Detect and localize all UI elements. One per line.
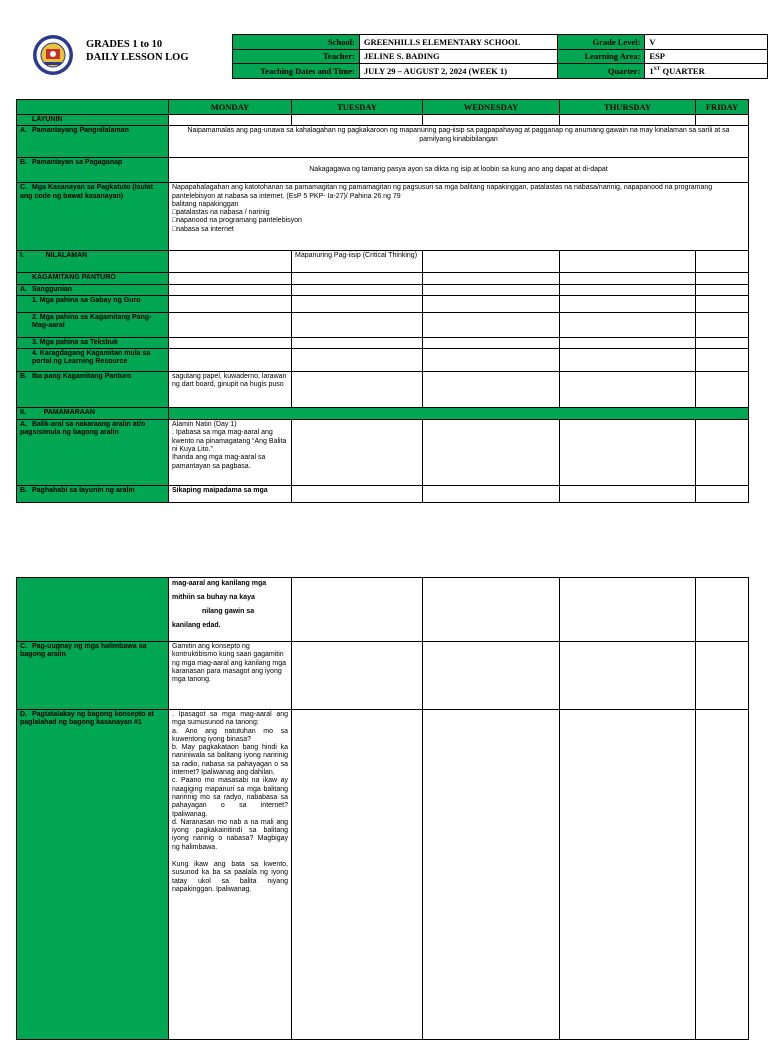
kasanayan-line-4: □napanood na programang pantelebisyon <box>172 217 302 225</box>
pamamaraan-heading-row <box>17 408 749 420</box>
learning-area-value: ESP <box>645 49 768 64</box>
paghahabi-cont-line-2: mithiin sa buhay na kaya <box>172 594 255 601</box>
pamantayan-sa-pagaganap-label: B. Pamantayan sa Pagaganap <box>17 158 169 183</box>
pagtatalakay-question-c: c. Paano mo masasabi na ikaw ay naagiging mapanuri sa mga balitang naririnig mo sa radyo, nababasa sa pahayagan o sa internet? Ipaliwanag. <box>172 777 288 818</box>
paghahabi-cont-line-1: mag-aaral ang kanilang mga <box>172 580 267 587</box>
layunin-heading: LAYUNIN <box>17 115 169 126</box>
lesson-log-table-page1 <box>16 99 749 503</box>
gabay-ng-guro-label: 1. Mga pahina sa Gabay ng Guro <box>17 295 169 312</box>
log-title <box>86 38 189 64</box>
balik-aral-line-2: . Ipabasa sa mga mag-aaral ang kwento na pinamagatang “Ang Balita ni Kuya Lito.” <box>172 429 287 454</box>
pagtatalakay-question-d: d. Naranasan mo nab a na mali ang iyong pagkakainitindi sa balitang iyong narinig o nabasa? Magbigay ng halimbawa. <box>172 818 288 851</box>
balik-aral-monday <box>169 420 292 486</box>
kasanayan-line-2: balitang napakinggan <box>172 200 239 208</box>
paghahabi-monday: Sikaping maipadama sa mga <box>169 486 292 503</box>
pagtatalakay-question-b: b. May pagkakataon bang hindi ka naniniwala sa balitang iyong naririnig sa radio, nabasa sa pahayagan o sa internet? Ipaliwanag ang dahilan. <box>172 744 288 777</box>
pag-uugnay-label: C. Pag-uugnay ng mga halimbawa sa bagong aralin <box>17 642 169 710</box>
pag-uugnay-monday: Gamitin ang konsepto ng kontruktibismo kung saan gagamitin ng mga mag-aaral ang kanilang mga karanasan para masagot ang iyong mga tanong. <box>169 642 292 710</box>
quarter-label: Quarter: <box>557 64 645 79</box>
quarter-number: 1 <box>649 65 654 76</box>
kagamitan-heading: KAGAMITANG PANTURO <box>17 273 169 284</box>
balik-aral-line-3: Ihanda ang mga mag-aaral sa pamantayan sa pagbasa. <box>172 454 266 470</box>
deped-seal-logo <box>32 34 74 76</box>
dates-value: JULY 29 – AUGUST 2, 2024 (WEEK 1) <box>359 64 557 79</box>
school-value: GREENHILLS ELEMENTARY SCHOOL <box>359 35 557 50</box>
paghahabi-cont-line-4: kanilang edad. <box>172 622 221 629</box>
teksbuk-label: 3. Mga pahina sa Teksbuk <box>17 337 169 348</box>
paghahabi-cont-line-3: nilang gawin sa <box>202 608 255 615</box>
lesson-log-header <box>30 34 768 80</box>
day-header-row <box>17 100 749 115</box>
teacher-value: JELINE S. BADING <box>359 49 557 64</box>
school-info-table <box>232 34 768 79</box>
iba-pang-kagamitan-monday: sagutang papel, kuwaderno, larawan ng dart board, ginupit na hugis puso <box>169 372 292 408</box>
kasanayan-line-1: Napapahalagahan ang katotohanan sa pamamagitan ng pamamagitan ng pagsusuri sa mga balitang napakinggan, patalastas na nabasa/narinig, napapanood na programang pantelebisyon at nabasa sa internet. (EsP 5 PKP- Ia-27)/ Pahina 26 ng 79 <box>172 184 713 200</box>
title-line-2: DAILY LESSON LOG <box>86 52 189 63</box>
paghahabi-continued-monday <box>169 578 292 642</box>
day-wednesday: WEDNESDAY <box>423 100 560 115</box>
pamantayan-sa-pagaganap-text: Nakagagawa ng tamang pasya ayon sa dikta ng isip at loobin sa kung ano ang dapat at di-dapat <box>169 158 749 183</box>
kasanayan-line-3: □patalastas na nabasa / narinig <box>172 209 270 217</box>
dates-label: Teaching Dates and Time: <box>233 64 360 79</box>
quarter-suffix: ST <box>653 65 661 72</box>
paghahabi-label: B. Paghahabi sa layunin ng aralin <box>17 486 169 503</box>
pagtatalakay-label: D. Pagtatalakay ng bagong konsepto at paglalahad ng bagong kasanayan #1 <box>17 710 169 1040</box>
nilalaman-label: I. NILALAMAN <box>17 251 169 273</box>
learning-area-label: Learning Area: <box>557 49 645 64</box>
quarter-word: QUARTER <box>660 65 705 76</box>
pagtatalakay-monday <box>169 710 292 1040</box>
kasanayan-label: C. Mga Kasanayan sa Pagkatuto (Isulat ang code ng bawat kasanayan) <box>17 183 169 251</box>
nilalaman-tuesday: Mapanuring Pag-iisip (Critical Thinking) <box>292 251 423 273</box>
pamantayang-pangnilalaman-label: A. Pamantayang Pangnilalaman <box>17 126 169 158</box>
paghahabi-continued-label <box>17 578 169 642</box>
kasanayan-line-5: □nabasa sa internet <box>172 225 234 233</box>
balik-aral-label: A. Balik-aral sa nakaraang aralin at/o pagsisimula ng bagong aralin <box>17 420 169 486</box>
sanggunian-label: A. Sanggunian <box>17 284 169 295</box>
quarter-value <box>645 64 768 79</box>
lesson-log-table-page2 <box>16 577 749 1040</box>
title-line-1: GRADES 1 to 10 <box>86 39 163 50</box>
learning-resource-label: 4. Karagdagang Kagamitan mula sa portal ng Learning Resource <box>17 349 169 372</box>
day-tuesday: TUESDAY <box>292 100 423 115</box>
pagtatalakay-intro: . Ipasagot sa mga mag-aaral ang mga sumusunod na tanong: <box>172 711 288 727</box>
kasanayan-text <box>169 183 749 251</box>
teacher-label: Teacher: <box>233 49 360 64</box>
kagamitang-pang-mag-aaral-label: 2. Mga pahina sa Kagamitang Pang-Mag-aaral <box>17 312 169 337</box>
iba-pang-kagamitan-label: B. Iba pang Kagamitang Panturo <box>17 372 169 408</box>
balik-aral-line-1: Alamin Natin (Day 1) <box>172 421 237 429</box>
school-label: School: <box>233 35 360 50</box>
pamamaraan-label: II. PAMAMARAAN <box>17 408 169 420</box>
pamantayang-pangnilalaman-text: Naipamamalas ang pag-unawa sa kahalagahan ng pagkakaroon ng mapanuring pag-iisip sa pagpapahayag at pagganap ng anumang gawain na may kinalaman sa sarili at sa pamilyang kinabibilangan <box>169 126 749 158</box>
grade-value: V <box>645 35 768 50</box>
pagtatalakay-closing: Kung ikaw ang bata sa kwento, susunod ka ba sa paalala ng iyong tatay ukol sa balita niyang napakinggan. Ipaliwanag. <box>172 861 288 893</box>
grade-label: Grade Level: <box>557 35 645 50</box>
day-header-blank <box>17 100 169 115</box>
day-friday: FRIDAY <box>696 100 749 115</box>
day-thursday: THURSDAY <box>560 100 696 115</box>
day-monday: MONDAY <box>169 100 292 115</box>
pagtatalakay-question-a: a. Ano ang natutuhan mo sa kuwentong iyong binasa? <box>172 727 288 743</box>
